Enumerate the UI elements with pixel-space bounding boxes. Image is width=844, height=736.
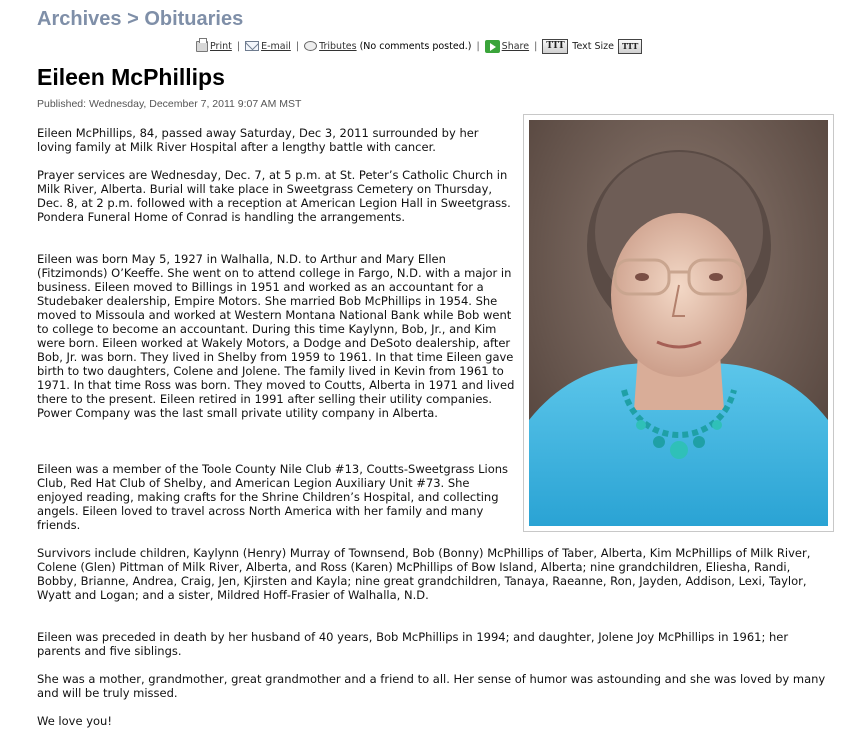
speech-bubble-icon[interactable] bbox=[304, 41, 317, 51]
toolbar-divider: | bbox=[534, 40, 538, 52]
obituary-paragraph: Eileen was preceded in death by her husband of 40 years, Bob McPhillips in 1994; and daughter, Jolene Joy McPhillips in 1961; her parents and five siblings. bbox=[37, 630, 789, 658]
article-toolbar bbox=[196, 38, 642, 54]
envelope-icon[interactable] bbox=[245, 41, 259, 51]
text-decrease-button[interactable]: TTT bbox=[542, 39, 568, 54]
comments-note: (No comments posted.) bbox=[359, 40, 472, 52]
portrait-photo bbox=[529, 120, 828, 526]
print-link[interactable]: Print bbox=[210, 40, 232, 52]
toolbar-divider: | bbox=[476, 40, 480, 52]
obituary-paragraph: Survivors include children, Kaylynn (Henry) Murray of Townsend, Bob (Bonny) McPhillips of Taber, Alberta, Kim McPhillips of Milk River, Colene (Glen) Pittman of Milk River, Alberta, and Ross (Karen) McPhillips of Bow Island, Alberta; nine grandchildren, Eliesha, Randi, Bobby, Brianne, Andrea, Craig, Jen, Kjirsten and Kayla; nine great grandchildren, Tanaya, Raeanne, Ron, Jayden, Addison, Lexi, Taylor, Wyatt and Logan; and a sister, Mildred Hoff-Frasier of Walhalla, N.D. bbox=[37, 546, 811, 602]
text-size-label: Text Size bbox=[572, 40, 614, 52]
breadcrumb-separator: > bbox=[127, 8, 139, 30]
published-date: Published: Wednesday, December 7, 2011 9:07 AM MST bbox=[37, 98, 302, 110]
breadcrumb bbox=[37, 8, 243, 31]
obituary-paragraph: Eileen was born May 5, 1927 in Walhalla, N.D. to Arthur and Mary Ellen (Fitzimonds) O’Keeffe. She went on to attend college in Fargo, N.D. with a major in business. Eileen moved to Billings in 1951 and worked as an accountant for a Studebaker dealership, Empire Motors. She married Bob McPhillips in 1954. She moved to Missoula and worked at Western Montana National Bank while Bob went to college to become an accountant. During this time Kaylynn, Bob, Jr., and Kim were born. Eileen worked at Wakely Motors, a Dodge and DeSoto dealership, after Bob, Jr. was born. They lived in Shelby from 1959 to 1961. In that time Eileen gave birth to two daughters, Colene and Jolene. The family lived in Kevin from 1961 to 1971. In that time Ross was born. They moved to Coutts, Alberta in 1971 and lived there to the present. Eileen retired in 1991 after selling their utility companies. Power Company was the last small private utility company in Alberta. bbox=[37, 252, 515, 420]
obituary-paragraph: Eileen was a member of the Toole County Nile Club #13, Coutts-Sweetgrass Lions Club, Red Hat Club of Shelby, and American Legion Auxiliary Unit #73. She enjoyed reading, making crafts for the Shrine Children’s Hospital, and collecting angels. Eileen loved to travel across North America with her family and many friends. bbox=[37, 462, 509, 532]
email-link[interactable]: E-mail bbox=[261, 40, 291, 52]
article-title: Eileen McPhillips bbox=[37, 64, 225, 90]
portrait-photo-frame bbox=[523, 114, 834, 532]
obituary-paragraph: She was a mother, grandmother, great grandmother and a friend to all. Her sense of humor was astounding and she was loved by many and will be truly missed. bbox=[37, 672, 826, 700]
obituary-paragraph: We love you! bbox=[37, 714, 112, 728]
tributes-link[interactable]: Tributes bbox=[319, 40, 357, 52]
obituary-paragraph: Prayer services are Wednesday, Dec. 7, at 5 p.m. at St. Peter’s Catholic Church in Milk River, Alberta. Burial will take place in Sweetgrass Cemetery on Thursday, Dec. 8, at 2 p.m. followed with a reception at American Legion Hall in Sweetgrass. Pondera Funeral Home of Conrad is handling the arrangements. bbox=[37, 168, 511, 224]
toolbar-divider: | bbox=[295, 40, 300, 52]
toolbar-divider: | bbox=[236, 40, 241, 52]
share-icon[interactable] bbox=[485, 40, 500, 53]
obituary-paragraph: Eileen McPhillips, 84, passed away Saturday, Dec 3, 2011 surrounded by her loving family at Milk River Hospital after a lengthy battle with cancer. bbox=[37, 126, 479, 154]
text-increase-button[interactable]: TTT bbox=[618, 39, 642, 54]
breadcrumb-obituaries-link[interactable]: Obituaries bbox=[144, 8, 244, 30]
printer-icon[interactable] bbox=[196, 41, 208, 52]
share-link[interactable]: Share bbox=[501, 40, 530, 52]
breadcrumb-archives-link[interactable]: Archives bbox=[37, 8, 122, 30]
